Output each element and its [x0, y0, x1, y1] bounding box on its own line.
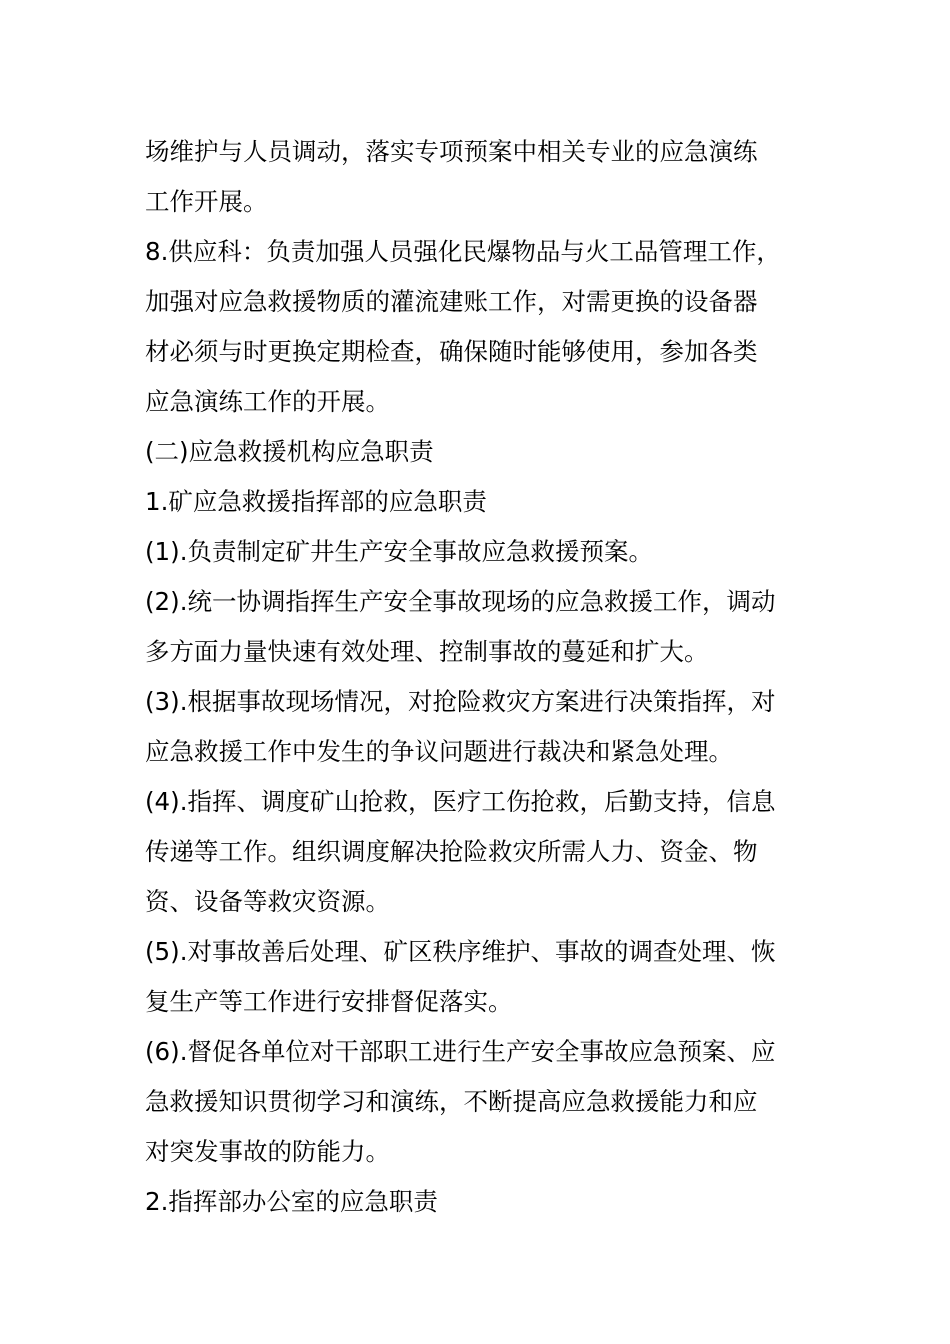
text-line: 工作开展。	[145, 187, 268, 216]
subsection-heading: 1.矿应急救援指挥部的应急职责	[145, 487, 487, 516]
text-line: 应急救援工作中发生的争议问题进行裁决和紧急处理。	[145, 737, 733, 766]
text-line: 急救援知识贯彻学习和演练，不断提高应急救援能力和应	[145, 1087, 758, 1116]
text-line: 应急演练工作的开展。	[145, 387, 390, 416]
document-body	[145, 127, 810, 1227]
text-line: 复生产等工作进行安排督促落实。	[145, 987, 513, 1016]
text-line: 材必须与时更换定期检查，确保随时能够使用，参加各类	[145, 337, 758, 366]
text-line: (3).根据事故现场情况，对抢险救灾方案进行决策指挥，对	[145, 687, 776, 716]
text-line: 加强对应急救援物质的灌流建账工作，对需更换的设备器	[145, 287, 758, 316]
section-heading: (二)应急救援机构应急职责	[145, 437, 434, 466]
text-line: (4).指挥、调度矿山抢救，医疗工伤抢救，后勤支持，信息	[145, 787, 776, 816]
text-line: 场维护与人员调动，落实专项预案中相关专业的应急演练	[145, 137, 758, 166]
text-line: (5).对事故善后处理、矿区秩序维护、事故的调查处理、恢	[145, 937, 776, 966]
text-line: (1).负责制定矿井生产安全事故应急救援预案。	[145, 537, 653, 566]
subsection-heading: 2.指挥部办公室的应急职责	[145, 1187, 438, 1216]
text-line: (6).督促各单位对干部职工进行生产安全事故应急预案、应	[145, 1037, 776, 1066]
text-line: (2).统一协调指挥生产安全事故现场的应急救援工作，调动	[145, 587, 776, 616]
text-line: 资、设备等救灾资源。	[145, 887, 390, 916]
text-line: 传递等工作。组织调度解决抢险救灾所需人力、资金、物	[145, 837, 758, 866]
text-line: 对突发事故的防能力。	[145, 1137, 390, 1166]
text-line: 多方面力量快速有效处理、控制事故的蔓延和扩大。	[145, 637, 709, 666]
text-line: 8.供应科：负责加强人员强化民爆物品与火工品管理工作，	[145, 237, 781, 266]
